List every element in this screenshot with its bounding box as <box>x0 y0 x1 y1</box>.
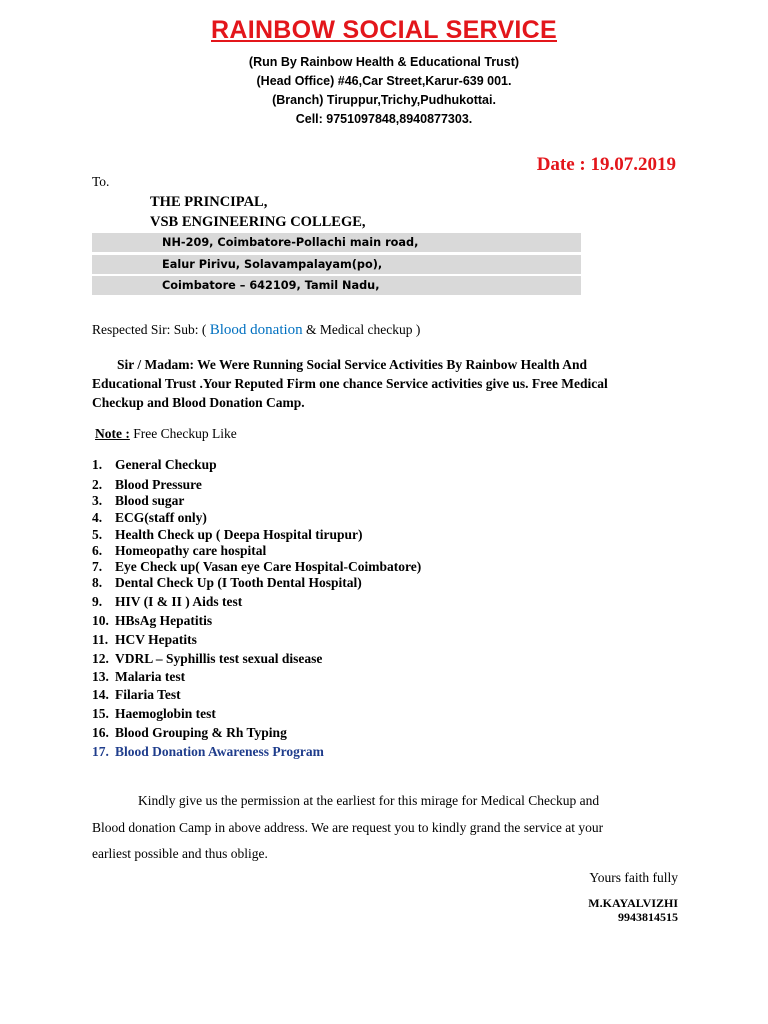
list-item <box>92 686 181 703</box>
signer-phone: 9943814515 <box>618 910 678 924</box>
list-item <box>92 668 185 685</box>
list-number: 7. <box>92 559 103 574</box>
list-number: 6. <box>92 543 103 558</box>
list-number: 11. <box>92 632 109 647</box>
list-text: Dental Check Up (I Tooth Dental Hospital) <box>115 575 362 590</box>
list-item <box>92 492 184 509</box>
list-text: Filaria Test <box>115 687 181 702</box>
body-paragraph: Sir / Madam: We Were Running Social Service Activities By Rainbow Health And <box>117 357 588 372</box>
list-text: Blood Donation Awareness Program <box>115 744 324 759</box>
cell-line: Cell: 9751097848,8940877303. <box>295 112 473 126</box>
head-office-line: (Head Office) #46,Car Street,Karur-639 001. <box>256 74 512 88</box>
list-text: Blood sugar <box>115 493 185 508</box>
list-text: Blood Pressure <box>115 477 202 492</box>
subject-prefix: Respected Sir: Sub: ( <box>92 322 210 337</box>
list-item <box>92 456 217 473</box>
address-line: Ealur Pirivu, Solavampalayam(po), <box>92 255 581 274</box>
list-number: 12. <box>92 651 109 666</box>
body-paragraph: Educational Trust .Your Reputed Firm one chance Service activities give us. Free Medical <box>92 376 608 391</box>
closing-paragraph: Kindly give us the permission at the earliest for this mirage for Medical Checkup and <box>138 793 600 808</box>
list-number: 5. <box>92 527 103 542</box>
note-label: Note : <box>95 426 130 441</box>
list-item <box>92 542 266 559</box>
list-text: HCV Hepatits <box>115 632 197 647</box>
list-item <box>92 526 363 543</box>
address-line: NH-209, Coimbatore-Pollachi main road, <box>92 233 581 252</box>
subject-suffix: & Medical checkup ) <box>302 322 421 337</box>
list-number: 8. <box>92 575 103 590</box>
list-item <box>92 650 322 667</box>
trust-line: (Run By Rainbow Health & Educational Trust) <box>248 55 520 69</box>
recipient-college: VSB ENGINEERING COLLEGE, <box>150 214 366 230</box>
signature-block <box>588 896 678 924</box>
branch-line: (Branch) Tiruppur,Trichy,Pudhukottai. <box>272 93 496 107</box>
list-number: 17. <box>92 744 109 759</box>
list-item <box>92 509 207 526</box>
list-text: HIV (I & II ) Aids test <box>115 594 243 609</box>
list-text: Haemoglobin test <box>115 706 216 721</box>
list-text: Malaria test <box>115 669 186 684</box>
list-number: 4. <box>92 510 103 525</box>
list-number: 15. <box>92 706 109 721</box>
list-number: 9. <box>92 594 103 609</box>
org-title: RAINBOW SOCIAL SERVICE <box>211 16 557 44</box>
list-item <box>92 612 212 629</box>
closing-paragraph: Blood donation Camp in above address. We are request you to kindly grand the service at your <box>92 820 604 835</box>
letter-date: Date : 19.07.2019 <box>536 154 676 175</box>
list-item <box>92 705 216 722</box>
list-number: 13. <box>92 669 109 684</box>
signoff: Yours faith fully <box>589 870 678 885</box>
list-number: 1. <box>92 457 103 472</box>
list-text: Health Check up ( Deepa Hospital tirupur) <box>115 527 363 542</box>
body-paragraph: Checkup and Blood Donation Camp. <box>92 395 305 410</box>
note-text: Free Checkup Like <box>129 426 237 441</box>
list-item <box>92 593 242 610</box>
list-number: 3. <box>92 493 103 508</box>
list-item <box>92 743 324 760</box>
subject-highlight: Blood donation <box>209 322 303 338</box>
list-text: ECG(staff only) <box>115 510 207 525</box>
list-number: 2. <box>92 477 103 492</box>
subject-line <box>92 322 420 339</box>
list-text: General Checkup <box>115 457 217 472</box>
list-text: Homeopathy care hospital <box>115 543 267 558</box>
to-label: To. <box>92 174 110 189</box>
list-number: 16. <box>92 725 109 740</box>
list-number: 10. <box>92 613 109 628</box>
list-text: Blood Grouping & Rh Typing <box>115 725 287 740</box>
address-line: Coimbatore – 642109, Tamil Nadu, <box>92 276 581 295</box>
note-line <box>95 426 237 442</box>
list-text: VDRL – Syphillis test sexual disease <box>115 651 323 666</box>
list-item <box>92 631 197 648</box>
list-item <box>92 476 202 493</box>
closing-paragraph: earliest possible and thus oblige. <box>92 846 268 861</box>
list-item <box>92 724 287 741</box>
list-text: Eye Check up( Vasan eye Care Hospital-Coimbatore) <box>115 559 422 574</box>
list-item <box>92 558 421 575</box>
recipient-title: THE PRINCIPAL, <box>150 194 268 210</box>
list-number: 14. <box>92 687 109 702</box>
list-item <box>92 574 362 591</box>
signer-name: M.KAYALVIZHI <box>588 896 678 910</box>
list-text: HBsAg Hepatitis <box>115 613 213 628</box>
